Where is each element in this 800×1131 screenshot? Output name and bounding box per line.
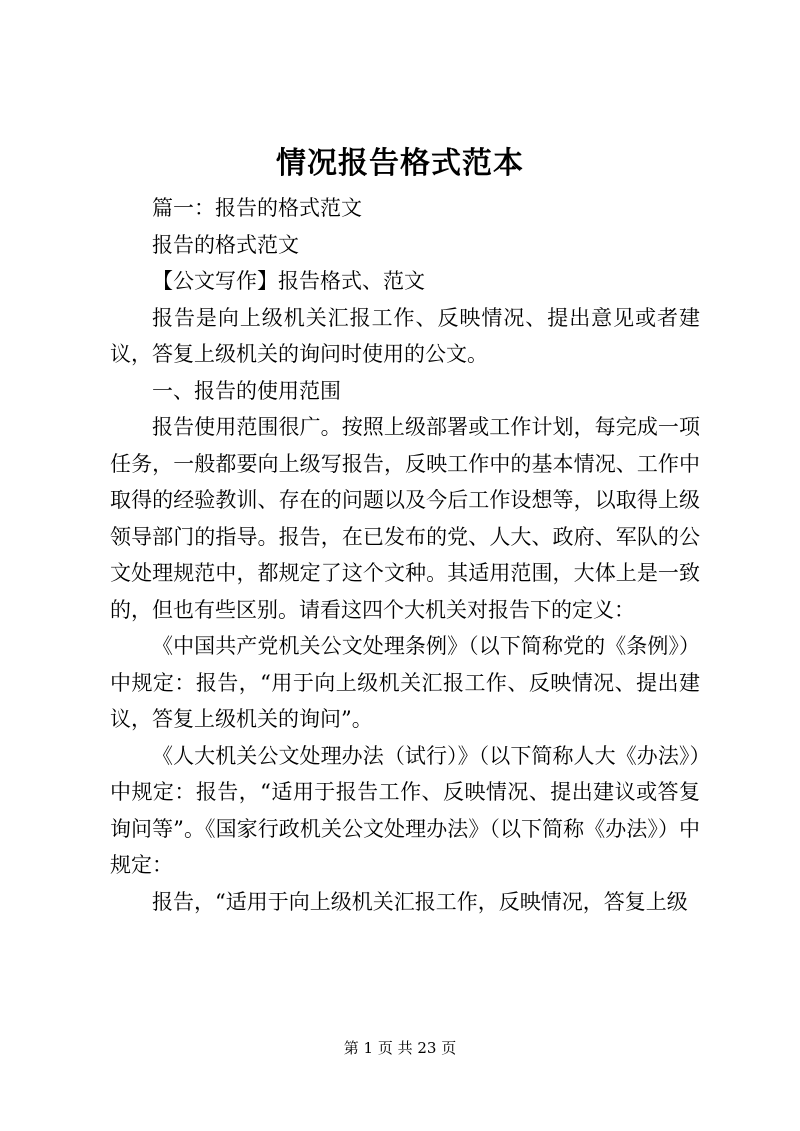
subtitle: 报告的格式范文 — [152, 232, 299, 257]
document-title: 情况报告格式范本 — [276, 146, 524, 181]
section-heading: 篇一：报告的格式范文 — [152, 196, 362, 220]
section-heading: 一、报告的使用范围 — [152, 378, 341, 403]
paragraph: 报告使用范围很广。按照上级部署或工作计划，每完成一项任务，一般都要向上级写报告，反映工作中的基本情况、工作中取得的经验教训、存在的问题以及今后工作设想等，以取得上级领导部门的指导。报告，在已发布的党、人大、政府、军队的公文处理规范中，都规定了这个文种。其适用范围，大体上是一致的，但也有些区别。请看这四个大机关对报告下的定义： — [110, 415, 700, 622]
category-line: 【公文写作】报告格式、范文 — [152, 269, 425, 293]
paragraph: 报告，“适用于向上级机关汇报工作，反映情况，答复上级 — [152, 889, 688, 914]
paragraph: 《中国共产党机关公文处理条例》（以下简称党的《条例》）中规定：报告，“用于向上级机关汇报工作、反映情况、提出建议，答复上级机关的询问”。 — [110, 634, 700, 731]
paragraph: 《人大机关公文处理办法（试行）》（以下简称人大《办法》）中规定：报告，“适用于报告工作、反映情况、提出建议或答复询问等”。《国家行政机关公文处理办法》（以下简称《办法》）中规定： — [110, 743, 700, 877]
paragraph: 报告是向上级机关汇报工作、反映情况、提出意见或者建议，答复上级机关的询问时使用的公文。 — [110, 305, 700, 366]
page-number: 第 1 页 共 23 页 — [343, 1039, 457, 1057]
document-body — [110, 190, 700, 920]
